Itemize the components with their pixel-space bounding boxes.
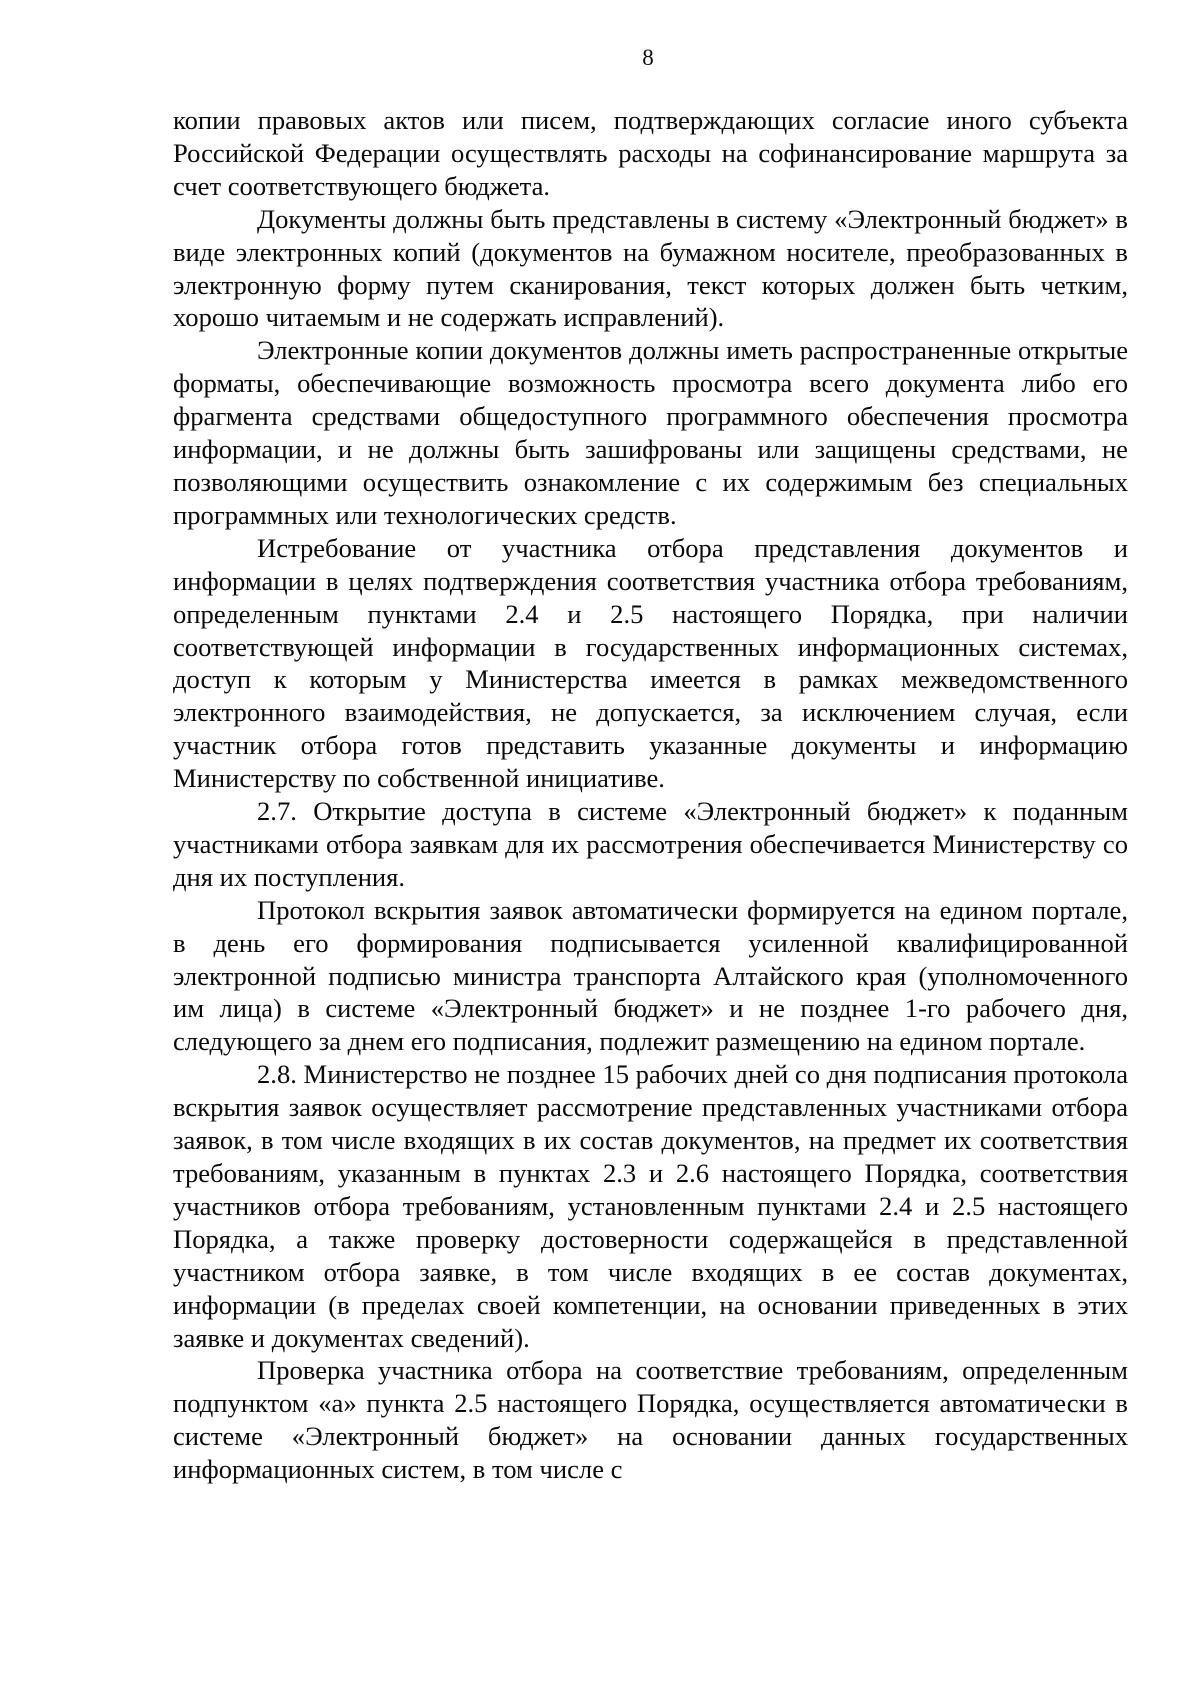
paragraph-clause-2-7: 2.7. Открытие доступа в системе «Электронный бюджет» к поданным участниками отбора заявкам для их рассмотрения обеспечивается Министерству со дня их поступления. [173,796,1128,892]
paragraph-requirements-check: Проверка участника отбора на соответствие требованиям, определенным подпунктом «а» пункта 2.5 настоящего Порядка, осуществляется автоматически в системе «Электронный бюджет» на основании данных государственных информационных систем, в том числе с [173,1355,1128,1485]
document-body [173,104,1128,1486]
paragraph-opening-protocol: Протокол вскрытия заявок автоматически формируется на едином портале, в день его формирования подписывается усиленной квалифицированной электронной подписью министра транспорта Алтайского края (уполномоченного им лица) в системе «Электронный бюджет» и не позднее 1-го рабочего дня, следующего за днем его подписания, подлежит размещению на едином портале. [173,894,1128,1057]
paragraph-electronic-copies-formats: Электронные копии документов должны иметь распространенные открытые форматы, обеспечивающие возможность просмотра всего документа либо его фрагмента средствами общедоступного программного обеспечения просмотра информации, и не должны быть зашифрованы или защищены средствами, не позволяющими осуществить ознакомление с их содержимым без специальных программных или технологических средств. [173,335,1128,530]
paragraph-clause-2-8: 2.8. Министерство не позднее 15 рабочих дней со дня подписания протокола вскрытия заявок осуществляет рассмотрение представленных участниками отбора заявок, в том числе входящих в их состав документов, на предмет их соответствия требованиям, указанным в пунктах 2.3 и 2.6 настоящего Порядка, соответствия участников отбора требованиям, установленным пунктами 2.4 и 2.5 настоящего Порядка, а также проверку достоверности содержащейся в представленной участником отбора заявке, в том числе входящих в ее состав документах, информации (в пределах своей компетенции, на основании приведенных в этих заявке и документах сведений). [173,1059,1128,1353]
paragraph-continuation: копии правовых актов или писем, подтверждающих согласие иного субъекта Российской Федерации осуществлять расходы на софинансирование маршрута за счет соответствующего бюджета. [173,105,1128,201]
page-number: 8 [642,45,654,70]
paragraph-documents-submission: Документы должны быть представлены в систему «Электронный бюджет» в виде электронных копий (документов на бумажном носителе, преобразованных в электронную форму путем сканирования, текст которых должен быть четким, хорошо читаемым и не содержать исправлений). [173,203,1128,333]
paragraph-document-request-prohibition: Истребование от участника отбора представления документов и информации в целях подтверждения соответствия участника отбора требованиям, определенным пунктами 2.4 и 2.5 настоящего Порядка, при наличии соответствующей информации в государственных информационных системах, доступ к которым у Министерства имеется в рамках межведомственного электронного взаимодействия, не допускается, за исключением случая, если участник отбора готов представить указанные документы и информацию Министерству по собственной инициативе. [173,532,1128,794]
